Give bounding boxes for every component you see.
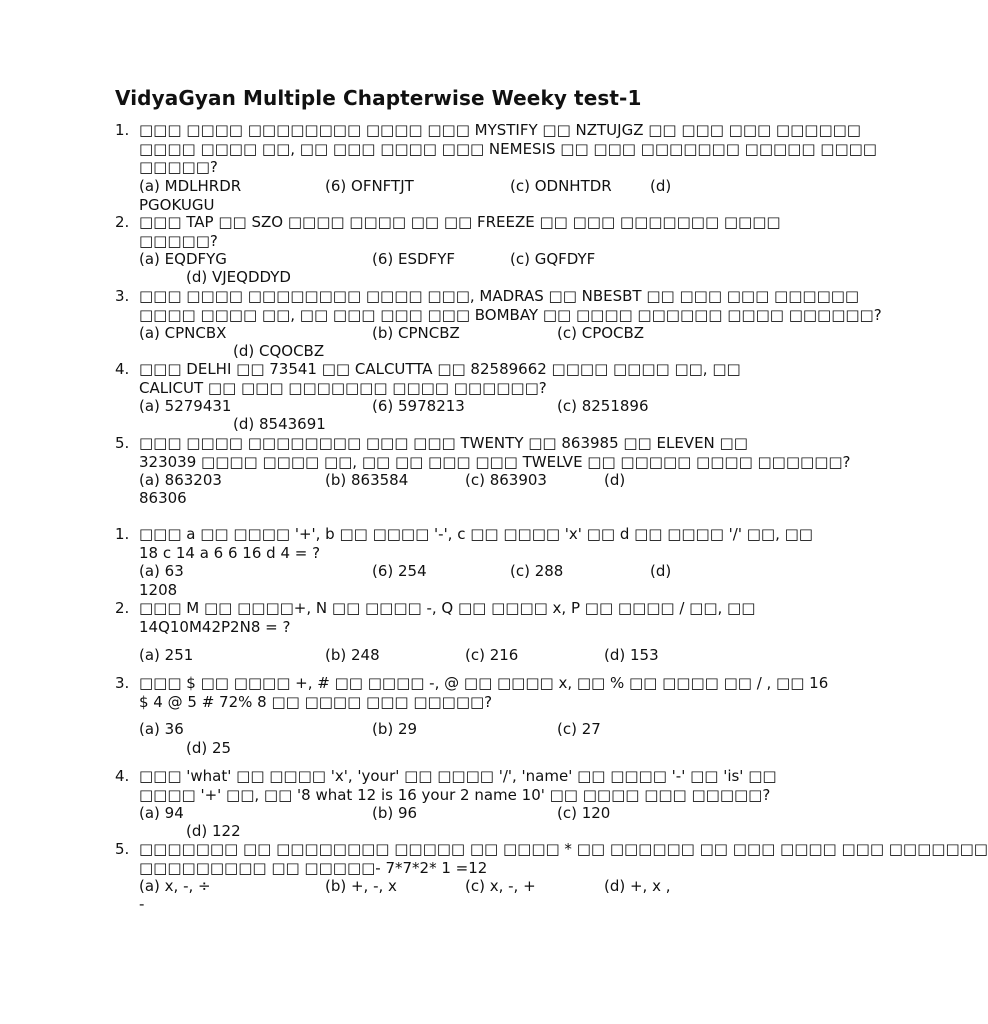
question-line: 14Q10M42P2N8 = ? <box>139 617 291 636</box>
answer-option-continued: (d) 8543691 <box>233 415 326 433</box>
question-text <box>139 213 781 250</box>
answer-option: (c) GQFDYF <box>510 250 596 268</box>
answer-option: (6) 5978213 <box>372 397 465 415</box>
question-line: □□□ 'what' □□ □□□□ 'x', 'your' □□ □□□□ '/', 'name' □□ □□□□ '-' □□ 'is' □□ <box>139 767 777 785</box>
question-line: □□□ □□□□ □□□□□□□□ □□□ □□□ TWENTY □□ 863985 □□ ELEVEN □□ <box>139 434 748 452</box>
page-title: VidyaGyan Multiple Chapterwise Weeky test-1 <box>115 86 642 110</box>
answer-option: (b) 863584 <box>325 471 409 489</box>
answer-option: (a) 863203 <box>139 471 222 489</box>
question-text <box>139 360 741 397</box>
answer-option: (c) 27 <box>557 720 601 738</box>
answer-option-continued: - <box>139 895 145 913</box>
question-number: 1. <box>115 121 130 139</box>
question-text <box>139 434 851 471</box>
answer-option: (d) <box>604 471 626 489</box>
question-line: □□□ □□□□ □□□□□□□□ □□□□ □□□, MADRAS □□ NBESBT □□ □□□ □□□ □□□□□□ <box>139 287 860 305</box>
question-number: 2. <box>115 599 130 617</box>
answer-option: (b) 29 <box>372 720 418 738</box>
question-line: □□□□ '+' □□, □□ '8 what 12 is 16 your 2 name 10' □□ □□□□ □□□ □□□□□? <box>139 785 771 804</box>
answer-option: (a) 63 <box>139 562 184 580</box>
answer-option: (d) <box>650 562 672 580</box>
answer-option: (a) x, -, ÷ <box>139 877 211 895</box>
question-line: 323039 □□□□ □□□□ □□, □□ □□ □□□ □□□ TWELVE □□ □□□□□ □□□□ □□□□□□? <box>139 452 851 471</box>
question-text <box>139 121 877 177</box>
answer-option: (c) 863903 <box>465 471 547 489</box>
answer-option: (c) x, -, + <box>465 877 536 895</box>
answer-option: (a) 5279431 <box>139 397 232 415</box>
question-number: 2. <box>115 213 130 231</box>
question-line: □□□□□? <box>139 158 218 176</box>
question-text <box>139 840 988 877</box>
answer-option: (c) ODNHTDR <box>510 177 612 195</box>
question-line: 18 c 14 a 6 6 16 d 4 = ? <box>139 543 321 562</box>
answer-option: (c) 120 <box>557 804 611 822</box>
question-line: □□□ $ □□ □□□□ +, # □□ □□□□ -, @ □□ □□□□ x, □□ % □□ □□□□ □□ / , □□ 16 <box>139 674 829 692</box>
answer-option: (d) <box>650 177 672 195</box>
answer-option: (b) 96 <box>372 804 418 822</box>
question-line: □□□ TAP □□ SZO □□□□ □□□□ □□ □□ FREEZE □□ □□□ □□□□□□□ □□□□ <box>139 213 781 231</box>
answer-option-continued: (d) VJEQDDYD <box>186 268 291 286</box>
answer-option-continued: PGOKUGU <box>139 196 215 214</box>
question-number: 3. <box>115 674 130 692</box>
question-line: □□□□□□□□□ □□ □□□□□- 7*7*2* 1 =12 <box>139 858 488 877</box>
question-number: 5. <box>115 434 130 452</box>
answer-option: (a) CPNCBX <box>139 324 227 342</box>
question-text <box>139 674 829 711</box>
question-text <box>139 767 777 804</box>
question-text <box>139 599 756 636</box>
question-line: □□□ DELHI □□ 73541 □□ CALCUTTA □□ 82589662 □□□□ □□□□ □□, □□ <box>139 360 741 378</box>
answer-option: (b) CPNCBZ <box>372 324 460 342</box>
answer-option: (a) MDLHRDR <box>139 177 242 195</box>
question-number: 3. <box>115 287 130 305</box>
question-text <box>139 525 813 562</box>
answer-option: (c) 8251896 <box>557 397 649 415</box>
question-line: $ 4 @ 5 # 72% 8 □□ □□□□ □□□ □□□□□? <box>139 692 493 711</box>
question-number: 5. <box>115 840 130 858</box>
question-line: □□□□□□□ □□ □□□□□□□□ □□□□□ □□ □□□□ * □□ □□□□□□ □□ □□□ □□□□ □□□ □□□□□□□ <box>139 840 988 858</box>
question-line: CALICUT □□ □□□ □□□□□□□ □□□□ □□□□□□? <box>139 378 547 397</box>
question-line: □□□□ □□□□ □□, □□ □□□ □□□ □□□ BOMBAY □□ □□□□ □□□□□□ □□□□ □□□□□□? <box>139 305 882 324</box>
answer-option: (a) 251 <box>139 646 194 664</box>
answer-option: (b) 248 <box>325 646 380 664</box>
question-line: □□□ M □□ □□□□+, N □□ □□□□ -, Q □□ □□□□ x, P □□ □□□□ / □□, □□ <box>139 599 756 617</box>
answer-option-continued: 86306 <box>139 489 187 507</box>
question-number: 4. <box>115 360 130 378</box>
answer-option: (d) 153 <box>604 646 659 664</box>
question-number: 4. <box>115 767 130 785</box>
answer-option: (a) 36 <box>139 720 184 738</box>
answer-option-continued: (d) 122 <box>186 822 241 840</box>
answer-option: (d) +, x , <box>604 877 671 895</box>
answer-option: (a) EQDFYG <box>139 250 227 268</box>
question-line: □□□□□? <box>139 231 218 250</box>
answer-option-continued: (d) CQOCBZ <box>233 342 325 360</box>
answer-option: (c) 288 <box>510 562 564 580</box>
question-line: □□□□ □□□□ □□, □□ □□□ □□□□ □□□ NEMESIS □□ □□□ □□□□□□□ □□□□□ □□□□ <box>139 139 877 158</box>
question-line: □□□ a □□ □□□□ '+', b □□ □□□□ '-', c □□ □□□□ 'x' □□ d □□ □□□□ '/' □□, □□ <box>139 525 813 543</box>
question-line: □□□ □□□□ □□□□□□□□ □□□□ □□□ MYSTIFY □□ NZTUJGZ □□ □□□ □□□ □□□□□□ <box>139 121 861 139</box>
answer-option: (a) 94 <box>139 804 184 822</box>
answer-option: (6) ESDFYF <box>372 250 455 268</box>
answer-option: (6) 254 <box>372 562 427 580</box>
answer-option-continued: (d) 25 <box>186 739 232 757</box>
answer-option: (b) +, -, x <box>325 877 397 895</box>
answer-option: (c) 216 <box>465 646 519 664</box>
answer-option-continued: 1208 <box>139 581 178 599</box>
question-number: 1. <box>115 525 130 543</box>
answer-option: (6) OFNFTJT <box>325 177 414 195</box>
answer-option: (c) CPOCBZ <box>557 324 645 342</box>
question-text <box>139 287 882 324</box>
